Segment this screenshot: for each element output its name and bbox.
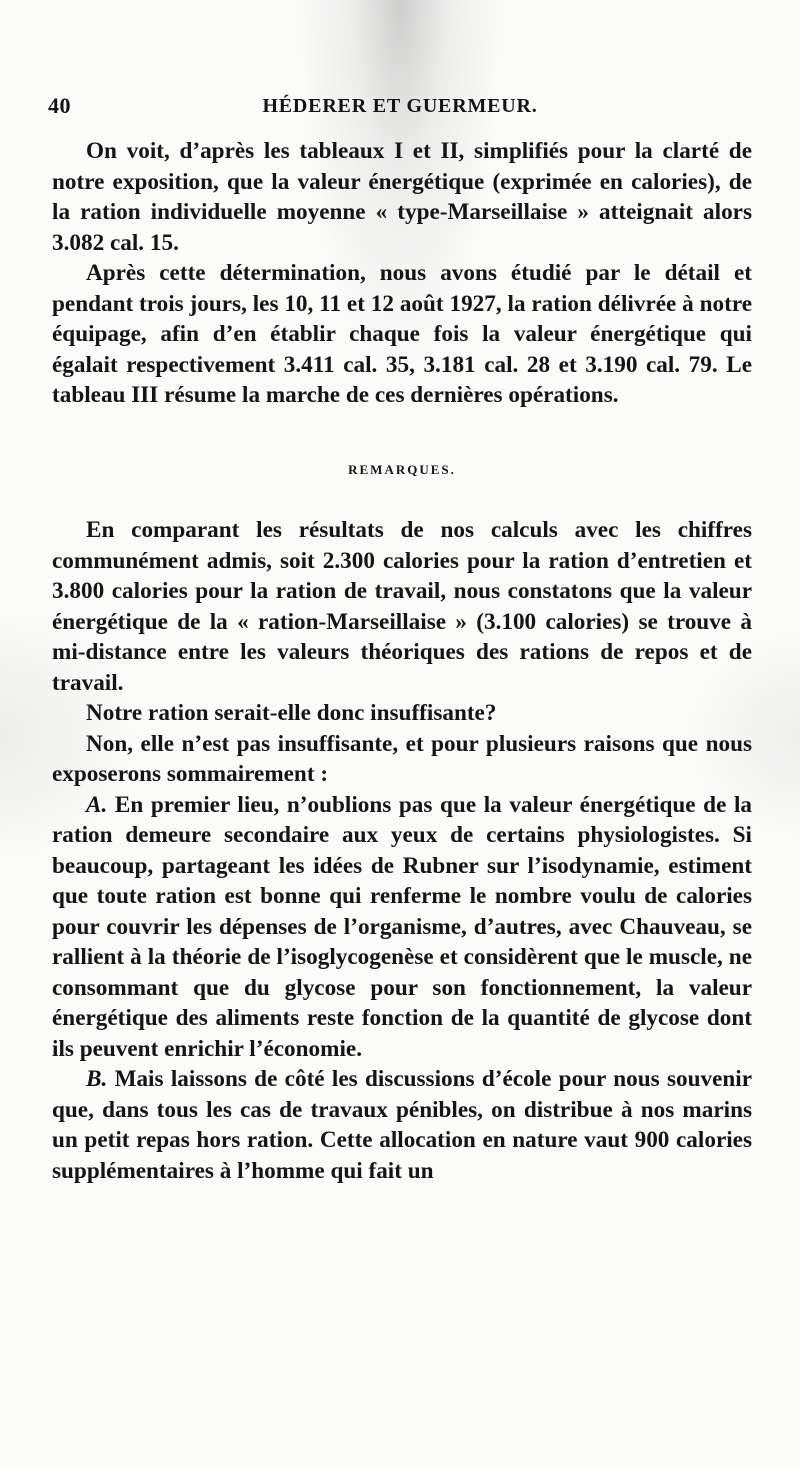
paragraph-2: Après cette détermination, nous avons étudié par le détail et pendant trois jours, les 10, 11 et 12 août 1927, la ration délivrée à notre équipage, afin d’en établir chaque fois la valeur énergétique qui égalait respectivement 3.411 cal. 35, 3.181 cal. 28 et 3.190 cal. 79. Le tableau III résume la marche de ces dernières opérations. bbox=[52, 260, 752, 408]
list-item-b bbox=[52, 1064, 752, 1186]
remark-3: Non, elle n’est pas insuffisante, et pour plusieurs raisons que nous exposerons sommairement : bbox=[52, 730, 752, 787]
list-item-a-letter: A. bbox=[86, 791, 108, 818]
remark-2: Notre ration serait-elle donc insuffisante? bbox=[86, 700, 497, 726]
remark-1: En comparant les résultats de nos calculs avec les chiffres communément admis, soit 2.300 calories pour la ration d’entretien et 3.800 calories pour la ration de travail, nous constatons que la valeur énergétique de la « ration-Marseillaise » (3.100 calories) se trouve à mi-distance entre les valeurs théoriques des rations de repos et de travail. bbox=[52, 517, 752, 696]
paragraph-1: On voit, d’après les tableaux I et II, simplifiés pour la clarté de notre exposition, que la valeur énergétique (exprimée en calories), de la ration individuelle moyenne « type-Marseillaise » atteignait alors 3.082 cal. 15. bbox=[52, 138, 752, 256]
section-title: REMARQUES. bbox=[348, 461, 456, 477]
running-head: HÉDERER ET GUERMEUR. bbox=[262, 95, 538, 117]
list-item-b-text: Mais laissons de côté les discussions d’école pour nous souvenir que, dans tous les cas de travaux pénibles, on distribue à nos marins un petit repas hors ration. Cette allocation en nature vaut 900 calories supplémentaires à l’homme qui fait un bbox=[52, 1066, 752, 1184]
list-item-a-text: En premier lieu, n’oublions pas que la valeur énergétique de la ration demeure secondaire aux yeux de certains physiologistes. Si beaucoup, partageant les idées de Rubner sur l’isodynamie, estiment que toute ration est bonne qui renferme le nombre voulu de calories pour couvrir les dépenses de l’organisme, d’autres, avec Chauveau, se rallient à la théorie de l’isoglycogenèse et considèrent que le muscle, ne consommant que du glycose pour son fonctionnement, la valeur énergétique des aliments reste fonction de la quantité de glycose dont ils peuvent enrichir l’économie. bbox=[52, 791, 753, 1062]
page-header bbox=[42, 93, 758, 123]
list-item-a bbox=[52, 790, 752, 1065]
body-text bbox=[52, 136, 752, 1186]
list-item-b-letter: B. bbox=[86, 1066, 108, 1092]
page-number: 40 bbox=[48, 93, 71, 118]
